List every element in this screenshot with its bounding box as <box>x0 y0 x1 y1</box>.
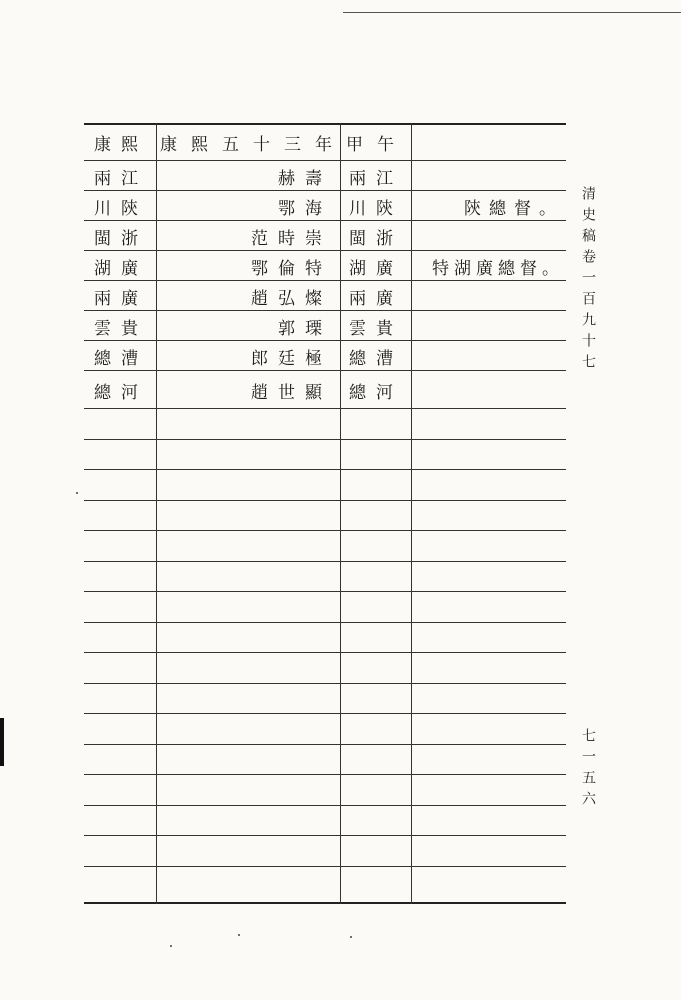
region-cell-repeat: 總河 <box>349 382 403 403</box>
region-cell: 雲貴 <box>94 318 148 339</box>
official-table <box>84 123 566 904</box>
region-cell: 總河 <box>94 382 148 403</box>
scan-speck <box>350 936 352 938</box>
region-cell-repeat: 兩廣 <box>349 288 403 309</box>
region-cell: 兩江 <box>94 168 148 189</box>
column-rule <box>156 123 157 904</box>
region-cell-repeat: 閩浙 <box>349 228 403 249</box>
region-cell: 湖廣 <box>94 258 148 279</box>
official-name: 郭瑮 <box>278 318 332 339</box>
region-cell-repeat: 兩江 <box>349 168 403 189</box>
official-name: 郎廷極 <box>251 348 332 369</box>
official-name: 赫壽 <box>278 168 332 189</box>
official-name: 趙世顯 <box>251 382 332 403</box>
page-number: 七一五六 <box>580 728 596 812</box>
region-cell: 兩廣 <box>94 288 148 309</box>
official-name: 范時崇 <box>251 228 332 249</box>
scan-speck <box>238 934 240 936</box>
column-rule <box>340 123 341 904</box>
annotation-cell: 特湖廣總督。 <box>432 258 564 279</box>
official-name: 鄂海 <box>278 198 332 219</box>
annotation-cell: 陝總督。 <box>464 198 564 219</box>
column-rule <box>411 123 412 904</box>
region-cell: 川陝 <box>94 198 148 219</box>
book-title: 清史稿卷一百九十七 <box>580 186 596 375</box>
scan-speck <box>76 492 78 494</box>
year-header: 康熙五十三年甲午 <box>160 134 408 155</box>
region-cell-repeat: 總漕 <box>349 348 403 369</box>
official-name: 趙弘燦 <box>251 288 332 309</box>
top-rule <box>343 12 681 13</box>
reign-header: 康熙 <box>94 134 148 155</box>
region-cell-repeat: 川陝 <box>349 198 403 219</box>
scan-speck <box>170 945 172 947</box>
region-cell-repeat: 湖廣 <box>349 258 403 279</box>
region-cell: 總漕 <box>94 348 148 369</box>
region-cell: 閩浙 <box>94 228 148 249</box>
edge-mark <box>0 718 4 766</box>
region-cell-repeat: 雲貴 <box>349 318 403 339</box>
official-name: 鄂倫特 <box>251 258 332 279</box>
